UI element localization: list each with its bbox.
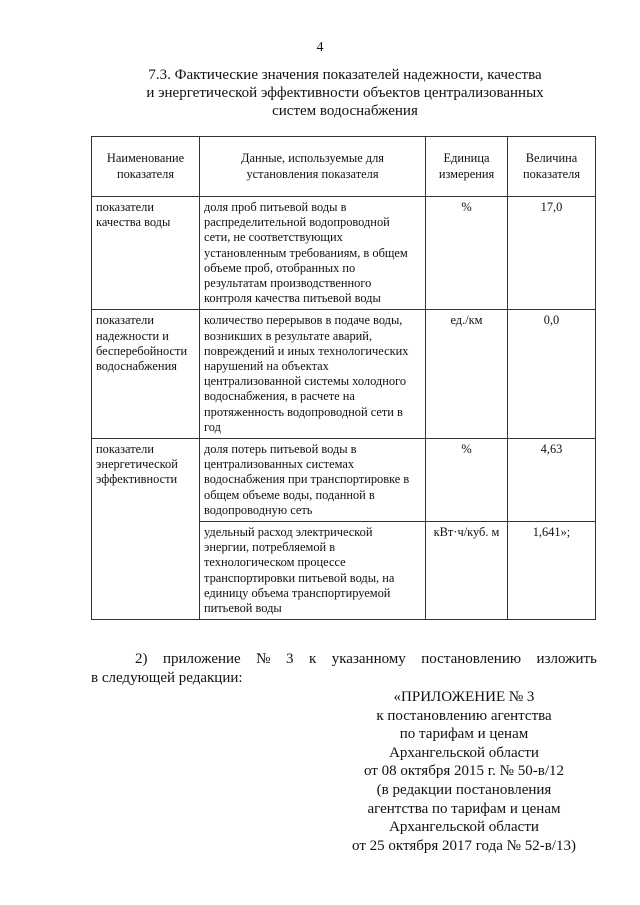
description-line: энергии, потребляемой в — [204, 540, 336, 555]
description-line: результатам производственного — [204, 276, 372, 291]
indicator-name-line: показатели — [96, 200, 154, 214]
description-line: централизованных системах — [204, 457, 355, 472]
header-line: Данные, используемые для — [241, 151, 384, 166]
description-line: количество перерывов в подаче воды, — [204, 313, 403, 328]
indicator-name-line: водоснабжения — [96, 359, 177, 374]
header-line: измерения — [438, 166, 495, 181]
indicator-name-cell — [92, 310, 200, 439]
header-indicator-name — [92, 137, 200, 197]
header-line: показателя — [522, 166, 581, 181]
description-line: сети, не соответствующих — [204, 230, 343, 245]
description-line: повреждений и иных технологических — [204, 343, 409, 358]
value-cell: 17,0 — [508, 197, 596, 310]
description-line: водопроводную сеть — [204, 502, 313, 517]
description-line: транспортировки питьевой воды, на — [204, 570, 395, 585]
table-header-row — [92, 137, 596, 197]
description-line: водоснабжения при транспортировке в — [204, 472, 410, 487]
appendix-header — [332, 688, 596, 855]
appendix-line: от 08 октября 2015 г. № 50-в/12 — [363, 763, 564, 780]
unit-cell: кВт·ч/куб. м — [426, 522, 508, 620]
section-title-line: 7.3. Фактические значения показателей надежности, качества — [148, 67, 542, 83]
paragraph-word: № — [256, 651, 271, 667]
description-line: удельный расход электрической — [204, 525, 373, 540]
indicator-description-cell — [200, 197, 426, 310]
description-line: нарушений на объектах — [204, 359, 329, 374]
header-line: Величина — [525, 151, 578, 166]
page-number: 4 — [316, 40, 324, 55]
unit-cell: % — [426, 197, 508, 310]
paragraph-second-line: в следующей редакции: — [91, 670, 243, 686]
description-line: контроля качества питьевой воды — [204, 291, 381, 306]
indicator-name-cell — [92, 197, 200, 310]
indicator-description-cell — [200, 439, 426, 522]
header-value — [508, 137, 596, 197]
description-line: возникших в результате аварий, — [204, 328, 373, 343]
indicator-description-cell — [200, 522, 426, 620]
description-line: питьевой воды — [204, 601, 282, 616]
description-line: распределительной водопроводной — [204, 215, 390, 230]
indicator-description-cell — [200, 310, 426, 439]
section-title-line: систем водоснабжения — [272, 103, 418, 119]
paragraph-word: 2) — [135, 651, 148, 667]
section-title — [100, 66, 590, 120]
indicator-name-line: бесперебойности — [96, 343, 188, 358]
appendix-line: «ПРИЛОЖЕНИЕ № 3 — [393, 689, 535, 705]
paragraph-word: приложение — [162, 651, 241, 667]
table-row — [92, 197, 596, 310]
indicator-name-line: показатели — [96, 442, 154, 457]
description-line: год — [204, 419, 221, 434]
section-title-line: и энергетической эффективности объектов централизованных — [146, 85, 544, 101]
appendix-line: к постановлению агентства — [376, 707, 552, 724]
value-cell: 0,0 — [508, 310, 596, 439]
header-line: Наименование — [106, 151, 185, 166]
table-row — [92, 310, 596, 439]
paragraph-word: изложить — [536, 651, 597, 667]
description-line: единицу объема транспортируемой — [204, 585, 391, 600]
header-line: показателя — [116, 166, 175, 181]
description-line: установленным требованиям, в общем — [204, 245, 408, 260]
header-line: установления показателя — [246, 166, 379, 181]
description-line: доля проб питьевой воды в — [204, 200, 347, 214]
unit-cell: % — [426, 439, 508, 522]
appendix-line: агентства по тарифам и ценам — [367, 800, 561, 817]
paragraph-word: постановлению — [421, 651, 522, 667]
amendment-paragraph — [91, 650, 597, 688]
appendix-line: Архангельской области — [389, 744, 539, 761]
description-line: технологическом процессе — [204, 555, 346, 570]
description-line: доля потерь питьевой воды в — [204, 442, 357, 457]
indicator-name-line: энергетической — [96, 457, 178, 472]
description-line: общем объеме воды, поданной в — [204, 487, 375, 502]
header-data-used — [200, 137, 426, 197]
appendix-line: от 25 октября 2017 года № 52-в/13) — [352, 837, 576, 854]
description-line: водоснабжения, в расчете на — [204, 389, 355, 404]
paragraph-first-line — [91, 650, 597, 669]
value-cell: 1,641»; — [508, 522, 596, 620]
indicator-name-line: надежности и — [96, 328, 169, 343]
header-unit — [426, 137, 508, 197]
indicator-name-line: показатели — [96, 313, 154, 328]
paragraph-word: указанному — [331, 651, 406, 667]
appendix-line: по тарифам и ценам — [399, 726, 529, 743]
header-line: Единица — [443, 151, 490, 166]
appendix-line: Архангельской области — [389, 819, 539, 836]
indicators-table — [91, 136, 596, 620]
indicator-name-line: качества воды — [96, 215, 171, 230]
indicator-name-cell — [92, 439, 200, 620]
unit-cell: ед./км — [426, 310, 508, 439]
indicator-name-line: эффективности — [96, 472, 178, 487]
paragraph-word: 3 — [285, 651, 294, 667]
description-line: централизованной системы холодного — [204, 374, 407, 389]
appendix-line: (в редакции постановления — [376, 781, 552, 798]
table-row — [92, 439, 596, 522]
value-cell: 4,63 — [508, 439, 596, 522]
paragraph-word: к — [308, 651, 317, 667]
description-line: протяженность водопроводной сети в — [204, 404, 403, 419]
description-line: объеме проб, отобранных по — [204, 260, 356, 275]
